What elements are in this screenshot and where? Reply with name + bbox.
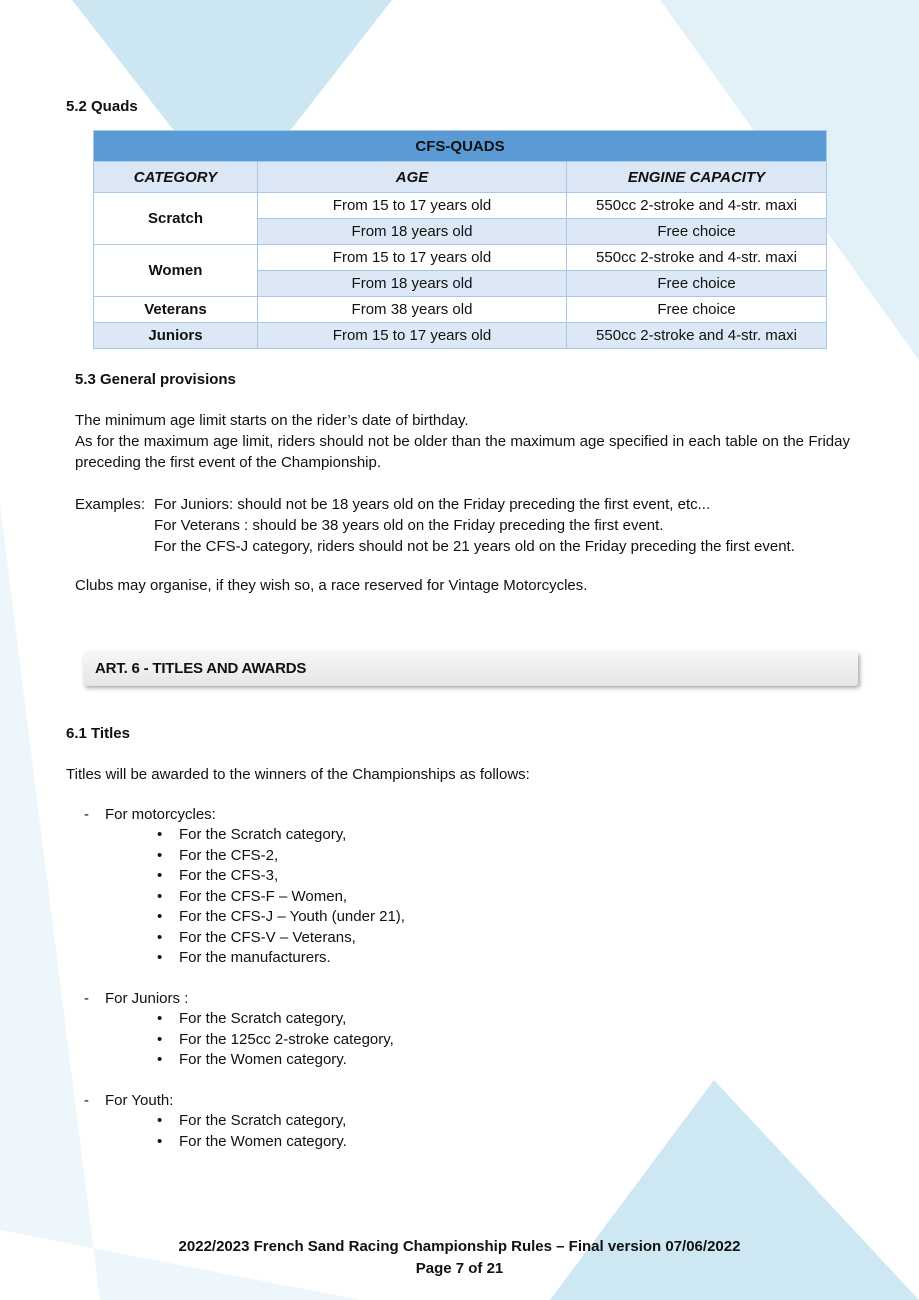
list-item: • For the CFS-F – Women,: [156, 887, 405, 908]
list-item: • For the Women category.: [156, 1050, 394, 1071]
youth-title-list: [156, 1111, 347, 1152]
maximum-age-paragraph: As for the maximum age limit, riders should not be older than the maximum age specified in each table on the Friday preceding the first event of the Championship.: [75, 433, 850, 471]
examples-label: Examples:: [75, 496, 146, 513]
section-heading-6-1: 6.1 Titles: [66, 725, 130, 742]
section-heading-5-2: 5.2 Quads: [66, 98, 138, 115]
footer-page-number: Page 7 of 21: [415, 1260, 504, 1277]
list-item: • For the Scratch category,: [156, 1009, 394, 1030]
minimum-age-paragraph: The minimum age limit starts on the rider’s date of birthday.: [75, 412, 469, 429]
quads-table: [93, 130, 827, 349]
list-item: • For the 125cc 2-stroke category,: [156, 1030, 394, 1051]
example-item: For Veterans : should be 38 years old on the Friday preceding the first event.: [154, 517, 664, 534]
engine-cell: 550cc 2-stroke and 4-str. maxi: [567, 323, 827, 349]
category-cell: Veterans: [94, 297, 258, 323]
table-row: [94, 193, 827, 219]
clubs-paragraph: Clubs may organise, if they wish so, a race reserved for Vintage Motorcycles.: [75, 577, 588, 594]
category-cell: Women: [94, 245, 258, 297]
column-header-age: AGE: [258, 162, 567, 193]
article-6-title: ART. 6 - TITLES AND AWARDS: [95, 660, 307, 677]
dash-marker: -: [84, 1092, 89, 1109]
list-item: • For the CFS-J – Youth (under 21),: [156, 907, 405, 928]
article-6-banner: [83, 652, 858, 686]
engine-cell: Free choice: [567, 271, 827, 297]
list-item: • For the Scratch category,: [156, 825, 405, 846]
age-cell: From 18 years old: [258, 219, 567, 245]
table-title: CFS-QUADS: [94, 131, 827, 162]
engine-cell: 550cc 2-stroke and 4-str. maxi: [567, 245, 827, 271]
examples-list: [154, 494, 854, 557]
engine-cell: Free choice: [567, 297, 827, 323]
list-item: • For the Scratch category,: [156, 1111, 347, 1132]
motorcycles-title-list: [156, 825, 405, 969]
column-header-category: CATEGORY: [94, 162, 258, 193]
group-label-youth: For Youth:: [105, 1092, 174, 1109]
table-row: [94, 297, 827, 323]
engine-cell: 550cc 2-stroke and 4-str. maxi: [567, 193, 827, 219]
category-cell: Juniors: [94, 323, 258, 349]
footer-document-title: 2022/2023 French Sand Racing Championship Rules – Final version 07/06/2022: [178, 1238, 741, 1255]
list-item: • For the Women category.: [156, 1132, 347, 1153]
table-row: [94, 323, 827, 349]
age-cell: From 15 to 17 years old: [258, 323, 567, 349]
example-item: For the CFS-J category, riders should not be 21 years old on the Friday preceding the first event.: [154, 538, 795, 555]
age-cell: From 18 years old: [258, 271, 567, 297]
category-cell: Scratch: [94, 193, 258, 245]
age-cell: From 15 to 17 years old: [258, 245, 567, 271]
age-cell: From 38 years old: [258, 297, 567, 323]
dash-marker: -: [84, 806, 89, 823]
age-cell: From 15 to 17 years old: [258, 193, 567, 219]
juniors-title-list: [156, 1009, 394, 1071]
list-item: • For the CFS-V – Veterans,: [156, 928, 405, 949]
example-item: For Juniors: should not be 18 years old on the Friday preceding the first event, etc...: [154, 496, 711, 513]
list-item: • For the manufacturers.: [156, 948, 405, 969]
general-provisions-text: [75, 410, 850, 473]
group-label-motorcycles: For motorcycles:: [105, 806, 216, 823]
table-row: [94, 245, 827, 271]
list-item: • For the CFS-2,: [156, 846, 405, 867]
section-heading-5-3: 5.3 General provisions: [75, 371, 236, 388]
group-label-juniors: For Juniors :: [105, 990, 189, 1007]
engine-cell: Free choice: [567, 219, 827, 245]
dash-marker: -: [84, 990, 89, 1007]
titles-intro: Titles will be awarded to the winners of the Championships as follows:: [66, 766, 530, 783]
column-header-engine: ENGINE CAPACITY: [567, 162, 827, 193]
list-item: • For the CFS-3,: [156, 866, 405, 887]
